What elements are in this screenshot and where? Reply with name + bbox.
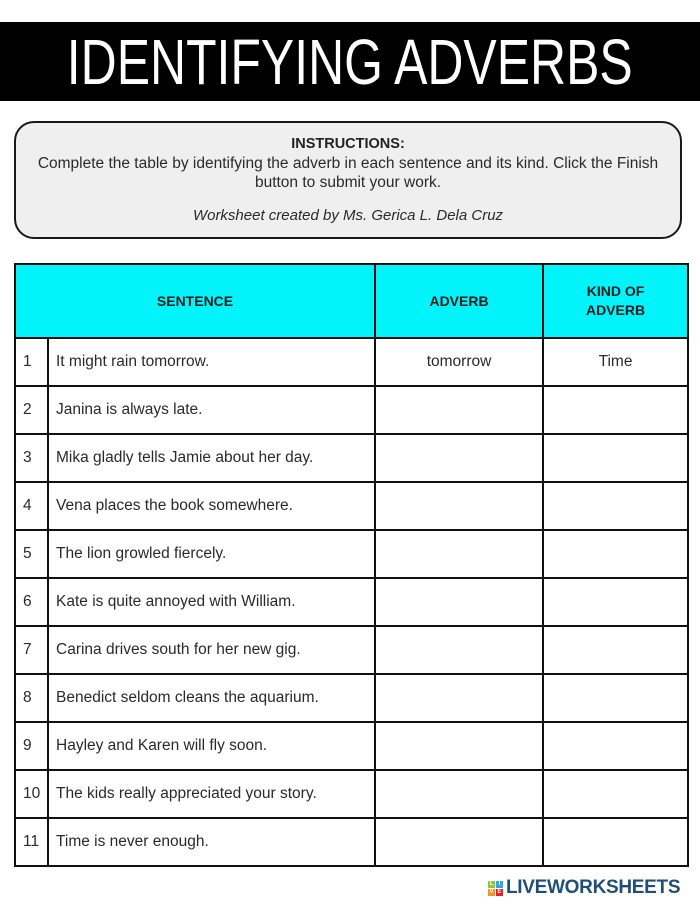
row-number: 2 [15,386,48,434]
kind-cell [543,722,688,770]
title-banner [0,22,700,101]
kind-of-adverb-input[interactable] [544,339,687,385]
logo-icon [488,881,503,896]
logo-letter-tile: V [489,888,494,895]
adverb-input[interactable] [376,387,542,433]
kind-of-adverb-input[interactable] [544,771,687,817]
kind-cell [543,482,688,530]
table-row [15,674,688,722]
kind-of-adverb-input[interactable] [544,531,687,577]
row-number: 5 [15,530,48,578]
kind-cell [543,386,688,434]
adverb-cell [375,530,543,578]
adverb-cell [375,818,543,866]
adverb-cell [375,722,543,770]
kind-of-adverb-input[interactable] [544,723,687,769]
kind-cell [543,338,688,386]
row-number: 7 [15,626,48,674]
adverb-input[interactable] [376,531,542,577]
adverb-input[interactable] [376,579,542,625]
sentence-cell: Janina is always late. [48,386,375,434]
logo-text: LIVEWORKSHEETS [506,877,681,898]
kind-of-adverb-input[interactable] [544,675,687,721]
adverb-input[interactable] [376,435,542,481]
kind-cell [543,578,688,626]
table-row [15,386,688,434]
kind-of-adverb-input[interactable] [544,483,687,529]
kind-cell [543,434,688,482]
kind-of-adverb-input[interactable] [544,579,687,625]
adverb-cell [375,338,543,386]
adverb-cell [375,626,543,674]
column-header-kind [543,264,688,338]
table-row [15,770,688,818]
adverb-cell [375,674,543,722]
row-number: 3 [15,434,48,482]
adverb-input[interactable] [376,675,542,721]
worksheet-credit: Worksheet created by Ms. Gerica L. Dela Cruz [192,207,504,224]
table-row [15,578,688,626]
instructions-text: Complete the table by identifying the adverb in each sentence and its kind. Click the Finish button to submit your work. [37,155,659,191]
column-header-adverb: ADVERB [375,264,543,338]
sentence-cell: It might rain tomorrow. [48,338,375,386]
kind-cell [543,674,688,722]
page-title: IDENTIFYING ADVERBS [67,25,633,98]
table-row [15,626,688,674]
row-number: 8 [15,674,48,722]
kind-of-adverb-input[interactable] [544,387,687,433]
row-number: 1 [15,338,48,386]
adverb-input[interactable] [376,339,542,385]
sentence-cell: The lion growled fiercely. [48,530,375,578]
kind-of-adverb-input[interactable] [544,819,687,865]
kind-of-adverb-input[interactable] [544,627,687,673]
kind-of-adverb-input[interactable] [544,435,687,481]
sentence-cell: Vena places the book somewhere. [48,482,375,530]
row-number: 11 [15,818,48,866]
adverb-cell [375,434,543,482]
kind-cell [543,530,688,578]
sentence-cell: Kate is quite annoyed with William. [48,578,375,626]
logo-letter-tile: L [489,880,494,887]
table-row [15,338,688,386]
adverb-table [14,263,689,867]
adverb-input[interactable] [376,771,542,817]
table-row [15,482,688,530]
adverb-input[interactable] [376,627,542,673]
adverb-cell [375,578,543,626]
kind-cell [543,818,688,866]
sentence-cell: Mika gladly tells Jamie about her day. [48,434,375,482]
row-number: 9 [15,722,48,770]
table-row [15,818,688,866]
column-header-sentence: SENTENCE [15,264,375,338]
row-number: 10 [15,770,48,818]
kind-cell [543,770,688,818]
sentence-cell: Time is never enough. [48,818,375,866]
logo-letter-tile: E [497,888,502,895]
instructions-heading: INSTRUCTIONS: [291,136,405,152]
row-number: 6 [15,578,48,626]
adverb-input[interactable] [376,819,542,865]
table-row [15,530,688,578]
adverb-cell [375,770,543,818]
table-row [15,434,688,482]
kind-cell [543,626,688,674]
instructions-box [14,121,682,239]
sentence-cell: Benedict seldom cleans the aquarium. [48,674,375,722]
row-number: 4 [15,482,48,530]
liveworksheets-logo [488,878,680,898]
sentence-cell: Hayley and Karen will fly soon. [48,722,375,770]
column-header-kind-label: KIND OF ADVERB [585,283,646,318]
table-header-row [15,264,688,338]
adverb-cell [375,386,543,434]
table-row [15,722,688,770]
sentence-cell: The kids really appreciated your story. [48,770,375,818]
logo-letter-tile: I [496,881,503,888]
adverb-input[interactable] [376,723,542,769]
adverb-cell [375,482,543,530]
adverb-input[interactable] [376,483,542,529]
sentence-cell: Carina drives south for her new gig. [48,626,375,674]
